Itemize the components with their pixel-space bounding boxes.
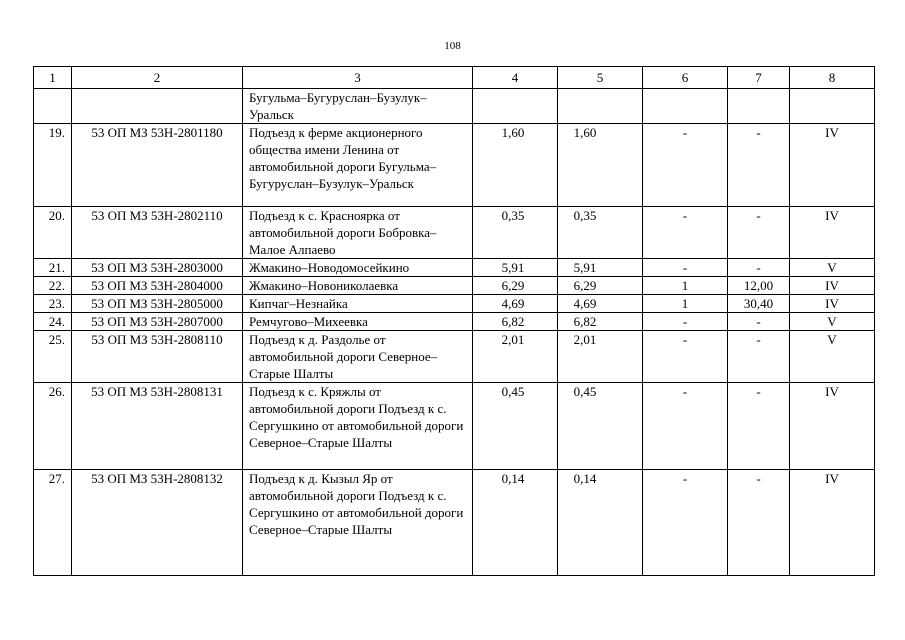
road-category: IV — [790, 295, 875, 313]
col-6-value: - — [643, 383, 728, 470]
header-cell: 1 — [34, 67, 72, 89]
col-7-value: - — [728, 259, 790, 277]
length-value: 6,29 — [558, 277, 643, 295]
header-cell: 3 — [243, 67, 473, 89]
road-name: Ремчугово–Михеевка — [243, 313, 473, 331]
col-7-value: - — [728, 124, 790, 207]
col-7-value: 12,00 — [728, 277, 790, 295]
row-number: 21. — [34, 259, 72, 277]
col-6-value: - — [643, 259, 728, 277]
length-total: 5,91 — [473, 259, 558, 277]
table-row — [34, 207, 875, 259]
road-category: IV — [790, 383, 875, 470]
length-total: 0,35 — [473, 207, 558, 259]
road-category: IV — [790, 207, 875, 259]
roads-table — [33, 66, 875, 576]
length-total: 0,45 — [473, 383, 558, 470]
road-name: Бугульма–Бугуруслан–Бузулук–Уральск — [243, 89, 473, 124]
road-name: Жмакино–Новониколаевка — [243, 277, 473, 295]
length-value: 0,14 — [558, 470, 643, 576]
col-7-value: 30,40 — [728, 295, 790, 313]
length-value — [558, 89, 643, 124]
table-row — [34, 383, 875, 470]
header-cell: 8 — [790, 67, 875, 89]
road-name: Подъезд к д. Кызыл Яр от автомобильной дороги Подъезд к с. Сергушкино от автомобильной дороги Северное–Старые Шалты — [243, 470, 473, 576]
page-number: 108 — [444, 40, 461, 52]
header-cell: 2 — [72, 67, 243, 89]
road-name: Подъезд к ферме акционерного общества имени Ленина от автомобильной дороги Бугульма–Бугуруслан–Бузулук–Уральск — [243, 124, 473, 207]
col-6-value: - — [643, 331, 728, 383]
table-row — [34, 259, 875, 277]
road-code: 53 ОП МЗ 53Н-2807000 — [72, 313, 243, 331]
col-7-value: - — [728, 470, 790, 576]
road-code: 53 ОП МЗ 53Н-2805000 — [72, 295, 243, 313]
road-name: Подъезд к с. Красноярка от автомобильной дороги Бобровка–Малое Алпаево — [243, 207, 473, 259]
road-category: V — [790, 331, 875, 383]
col-6-value: - — [643, 124, 728, 207]
road-code: 53 ОП МЗ 53Н-2802110 — [72, 207, 243, 259]
col-6-value: - — [643, 313, 728, 331]
length-value: 4,69 — [558, 295, 643, 313]
table-row — [34, 313, 875, 331]
road-code: 53 ОП МЗ 53Н-2808131 — [72, 383, 243, 470]
road-code: 53 ОП МЗ 53Н-2808132 — [72, 470, 243, 576]
road-code: 53 ОП МЗ 53Н-2804000 — [72, 277, 243, 295]
header-cell: 7 — [728, 67, 790, 89]
length-total: 2,01 — [473, 331, 558, 383]
length-value: 2,01 — [558, 331, 643, 383]
header-row — [34, 67, 875, 89]
table-row — [34, 277, 875, 295]
road-code — [72, 89, 243, 124]
col-7-value: - — [728, 331, 790, 383]
row-number: 25. — [34, 331, 72, 383]
road-name: Жмакино–Новодомосейкино — [243, 259, 473, 277]
road-code: 53 ОП МЗ 53Н-2801180 — [72, 124, 243, 207]
length-total: 0,14 — [473, 470, 558, 576]
road-code: 53 ОП МЗ 53Н-2803000 — [72, 259, 243, 277]
length-total: 4,69 — [473, 295, 558, 313]
row-number — [34, 89, 72, 124]
col-6-value: 1 — [643, 295, 728, 313]
road-name: Кипчаг–Незнайка — [243, 295, 473, 313]
col-6-value — [643, 89, 728, 124]
road-category: IV — [790, 124, 875, 207]
length-total: 6,29 — [473, 277, 558, 295]
road-name: Подъезд к д. Раздолье от автомобильной дороги Северное–Старые Шалты — [243, 331, 473, 383]
road-category — [790, 89, 875, 124]
row-number: 20. — [34, 207, 72, 259]
length-value: 0,45 — [558, 383, 643, 470]
road-category: IV — [790, 277, 875, 295]
col-7-value: - — [728, 313, 790, 331]
road-code: 53 ОП МЗ 53Н-2808110 — [72, 331, 243, 383]
road-category: V — [790, 313, 875, 331]
col-6-value: - — [643, 470, 728, 576]
length-value: 1,60 — [558, 124, 643, 207]
header-cell: 6 — [643, 67, 728, 89]
length-total: 1,60 — [473, 124, 558, 207]
length-value: 5,91 — [558, 259, 643, 277]
col-6-value: 1 — [643, 277, 728, 295]
table-row — [34, 295, 875, 313]
row-number: 26. — [34, 383, 72, 470]
row-number: 24. — [34, 313, 72, 331]
table-row — [34, 331, 875, 383]
row-number: 23. — [34, 295, 72, 313]
road-name: Подъезд к с. Кряжлы от автомобильной дороги Подъезд к с. Сергушкино от автомобильной дороги Северное–Старые Шалты — [243, 383, 473, 470]
length-total: 6,82 — [473, 313, 558, 331]
table-row — [34, 470, 875, 576]
row-number: 27. — [34, 470, 72, 576]
col-6-value: - — [643, 207, 728, 259]
col-7-value: - — [728, 207, 790, 259]
road-category: V — [790, 259, 875, 277]
length-value: 0,35 — [558, 207, 643, 259]
col-7-value: - — [728, 383, 790, 470]
length-total — [473, 89, 558, 124]
header-cell: 4 — [473, 67, 558, 89]
table-body — [34, 67, 875, 576]
table-row — [34, 89, 875, 124]
row-number: 22. — [34, 277, 72, 295]
col-7-value — [728, 89, 790, 124]
road-category: IV — [790, 470, 875, 576]
length-value: 6,82 — [558, 313, 643, 331]
row-number: 19. — [34, 124, 72, 207]
header-cell: 5 — [558, 67, 643, 89]
table-row — [34, 124, 875, 207]
